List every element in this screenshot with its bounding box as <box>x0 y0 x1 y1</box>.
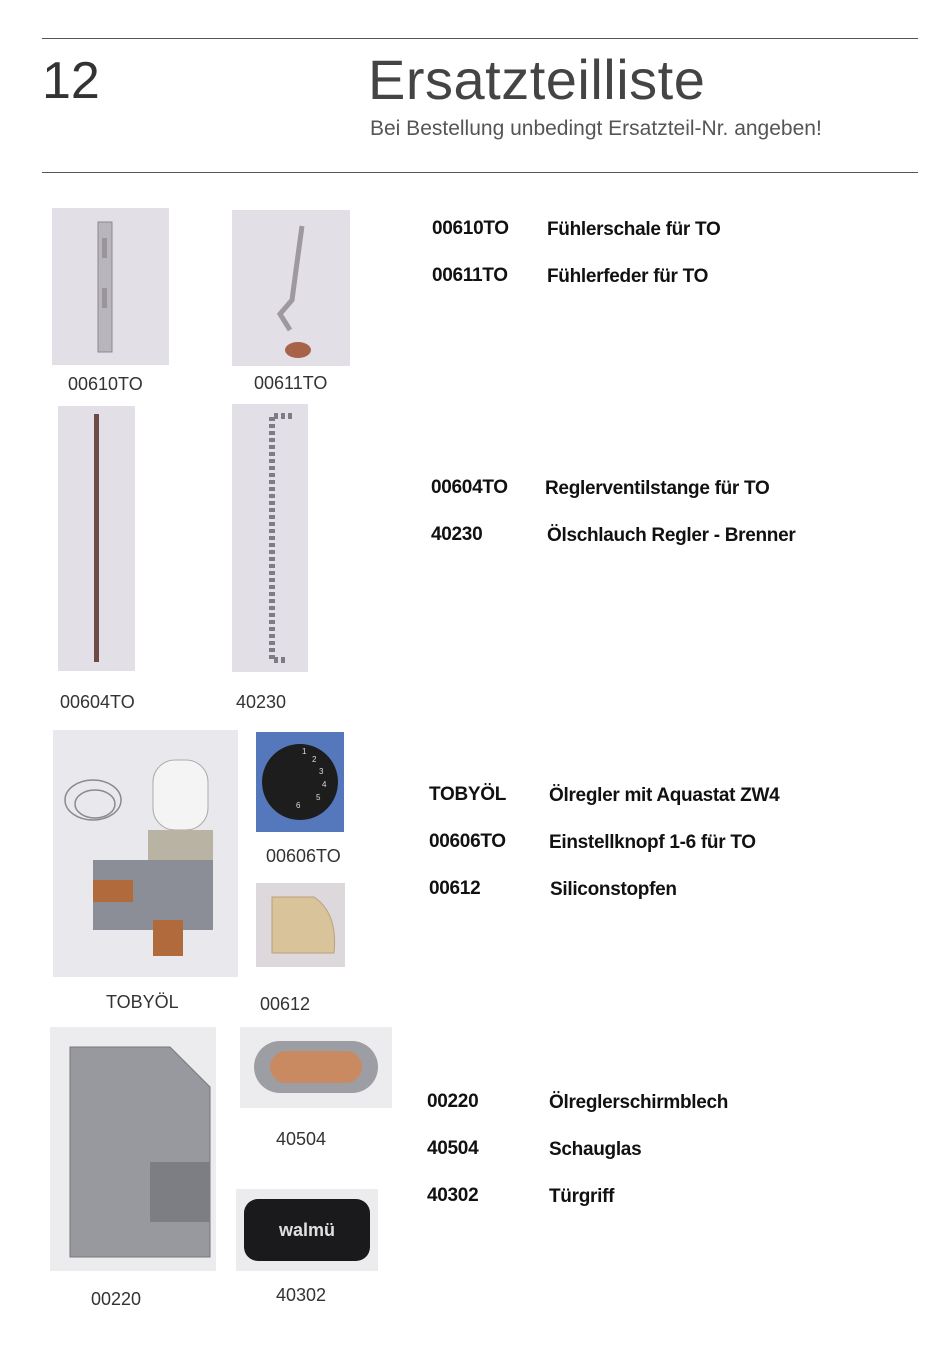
part-number: TOBYÖL <box>429 784 507 805</box>
part-description: Ölregler mit Aquastat ZW4 <box>549 785 780 806</box>
oil-hose-image <box>232 404 308 672</box>
dial-digit: 5 <box>316 793 321 802</box>
part-number: 00611TO <box>432 265 508 286</box>
page-title: Ersatzteilliste <box>368 48 706 111</box>
caption-40302: 40302 <box>276 1285 327 1305</box>
part-number: 00612 <box>429 878 481 899</box>
part-number: 00220 <box>427 1091 479 1112</box>
photo-00220 <box>50 1027 216 1271</box>
part-number: 00604TO <box>431 477 508 498</box>
photo-40230 <box>232 404 308 672</box>
silicone-plug-image <box>256 883 345 967</box>
dial-digit: 4 <box>322 780 327 789</box>
caption-00220: 00220 <box>91 1289 142 1309</box>
part-number: 00606TO <box>429 831 506 852</box>
part-description: Siliconstopfen <box>550 879 677 900</box>
sensor-cup-image <box>52 208 169 365</box>
part-description: Reglerventilstange für TO <box>545 478 770 499</box>
part-number: 40302 <box>427 1185 479 1206</box>
caption-00606TO: 00606TO <box>266 846 341 866</box>
dial-digit: 3 <box>319 767 324 776</box>
page-subtitle: Bei Bestellung unbedingt Ersatzteil-Nr. angeben! <box>370 117 822 140</box>
photo-00611TO <box>232 210 350 366</box>
caption-00604TO: 00604TO <box>60 692 135 712</box>
dial-digit: 6 <box>296 801 301 810</box>
part-description: Einstellknopf 1-6 für TO <box>549 832 756 853</box>
caption-00612: 00612 <box>260 994 311 1014</box>
part-description: Fühlerschale für TO <box>547 219 721 240</box>
caption-40504: 40504 <box>276 1129 327 1149</box>
photo-TOBYOEL <box>53 730 238 977</box>
brand-logo-text: walmü <box>278 1219 336 1240</box>
caption-00610TO: 00610TO <box>68 374 143 394</box>
photo-00604TO <box>58 406 135 671</box>
photo-00606TO <box>256 732 344 832</box>
dial-digit: 2 <box>312 755 317 764</box>
header-bottom-rule <box>42 172 918 173</box>
page-number: 12 <box>42 52 100 110</box>
part-description: Fühlerfeder für TO <box>547 266 709 287</box>
valve-rod-image <box>58 406 135 671</box>
caption-00611TO: 00611TO <box>254 373 328 393</box>
caption-40230: 40230 <box>236 692 287 712</box>
door-handle-image <box>236 1189 378 1271</box>
part-description: Ölreglerschirmblech <box>549 1092 729 1113</box>
part-number: 40504 <box>427 1138 479 1159</box>
part-number: 00610TO <box>432 218 509 239</box>
photo-40302 <box>236 1189 378 1271</box>
part-number: 40230 <box>431 524 483 545</box>
photo-00612 <box>256 883 345 967</box>
part-description: Türgriff <box>549 1186 615 1207</box>
sight-glass-image <box>240 1027 392 1108</box>
sensor-spring-image <box>232 210 350 366</box>
part-description: Ölschlauch Regler - Brenner <box>547 525 796 546</box>
photo-40504 <box>240 1027 392 1108</box>
dial-digit: 1 <box>302 747 307 756</box>
part-description: Schauglas <box>549 1139 642 1160</box>
caption-TOBYOEL: TOBYÖL <box>106 992 179 1012</box>
setting-knob-image <box>256 732 344 832</box>
regulator-shield-image <box>50 1027 216 1271</box>
top-rule <box>42 38 918 39</box>
photo-00610TO <box>52 208 169 365</box>
oil-regulator-image <box>53 730 238 977</box>
